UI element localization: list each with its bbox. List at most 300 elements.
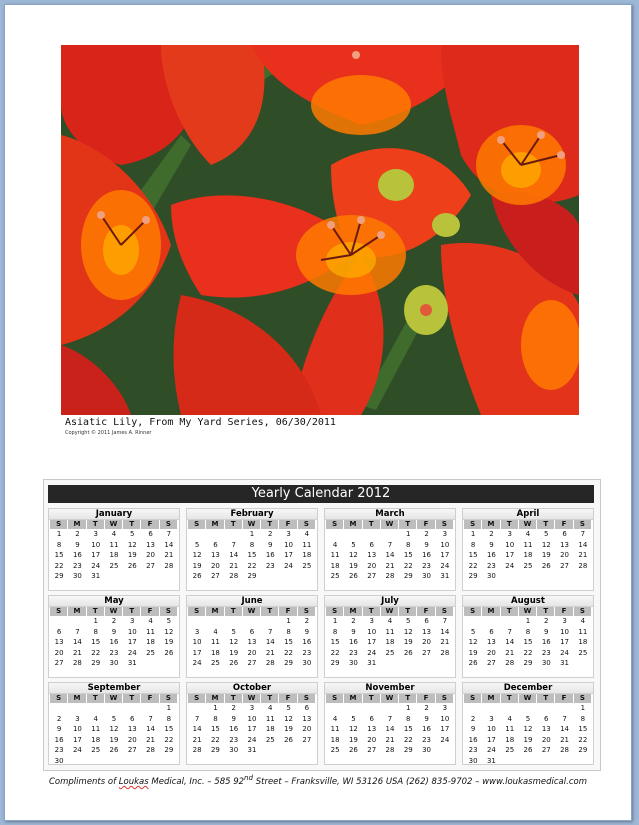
day-header: S <box>50 520 68 529</box>
day-header: T <box>501 607 519 616</box>
day-cell: 14 <box>560 725 570 733</box>
month-name: June <box>187 596 317 607</box>
day-cell: 11 <box>505 725 515 733</box>
day-cell: 26 <box>468 659 478 667</box>
empty-day <box>555 703 573 714</box>
day-cell: 8 <box>166 714 172 723</box>
day-header: T <box>87 694 105 703</box>
day-cell: 30 <box>422 572 432 580</box>
day-cell: 30 <box>72 572 82 580</box>
day-header: F <box>555 520 573 529</box>
day-cell: 23 <box>72 561 82 570</box>
day-cell: 16 <box>229 725 239 733</box>
day-cell: 13 <box>422 627 432 636</box>
day-cell: 1 <box>406 704 411 712</box>
empty-day <box>519 703 537 714</box>
day-cell: 9 <box>470 725 476 733</box>
day-cell: 18 <box>146 638 156 646</box>
day-cell: 12 <box>192 551 202 559</box>
day-cell: 14 <box>578 540 588 549</box>
day-cell: 11 <box>109 540 119 549</box>
day-header: T <box>501 520 519 529</box>
month-name: January <box>49 509 179 520</box>
day-cell: 12 <box>348 725 358 733</box>
day-cell: 3 <box>286 530 291 538</box>
day-cell: 24 <box>91 561 101 570</box>
day-cell: 14 <box>385 725 395 733</box>
day-cell: 23 <box>54 746 64 754</box>
day-cell: 4 <box>268 704 273 712</box>
day-cell: 2 <box>268 530 273 538</box>
empty-day <box>188 529 206 540</box>
day-header: T <box>363 520 381 529</box>
day-cell: 1 <box>166 704 172 712</box>
day-cell: 9 <box>424 540 429 549</box>
day-cell: 6 <box>249 627 255 636</box>
day-cell: 26 <box>284 735 294 744</box>
day-cell: 25 <box>265 735 275 744</box>
day-cell: 2 <box>304 617 310 625</box>
day-cell: 18 <box>91 735 101 744</box>
day-cell: 20 <box>247 648 257 657</box>
day-grid <box>463 607 593 669</box>
day-cell: 20 <box>367 561 377 570</box>
empty-day <box>243 616 261 627</box>
day-cell: 4 <box>525 530 531 538</box>
day-cell: 25 <box>146 648 156 657</box>
day-header: S <box>298 607 316 616</box>
month-october <box>186 682 318 765</box>
day-cell: 3 <box>194 627 200 636</box>
day-cell: 28 <box>229 572 239 580</box>
day-cell: 24 <box>247 735 257 744</box>
day-header: F <box>141 607 159 616</box>
day-header: S <box>188 694 206 703</box>
day-cell: 15 <box>523 638 533 646</box>
empty-day <box>225 529 243 540</box>
day-header: S <box>436 694 454 703</box>
day-cell: 11 <box>330 551 340 559</box>
day-cell: 25 <box>210 659 220 667</box>
day-cell: 14 <box>229 551 239 559</box>
day-cell: 30 <box>302 659 312 667</box>
day-cell: 18 <box>505 735 515 744</box>
day-cell: 7 <box>166 530 172 538</box>
day-cell: 8 <box>93 627 98 636</box>
empty-day <box>188 616 206 627</box>
day-header: T <box>261 694 279 703</box>
day-cell: 17 <box>440 551 450 559</box>
day-cell: 27 <box>486 659 496 667</box>
day-cell: 23 <box>229 735 239 744</box>
day-cell: 13 <box>210 551 220 559</box>
day-cell: 6 <box>148 530 153 538</box>
day-cell: 29 <box>578 746 588 754</box>
day-cell: 24 <box>505 561 515 570</box>
photo-copyright: Copyright © 2011 James A. Rinner <box>65 430 152 436</box>
empty-day <box>326 703 344 714</box>
day-cell: 20 <box>210 561 220 570</box>
day-cell: 7 <box>580 530 586 538</box>
day-cell: 6 <box>304 704 310 712</box>
day-cell: 9 <box>544 627 549 636</box>
day-cell: 25 <box>578 648 588 657</box>
footer <box>5 773 631 787</box>
empty-day <box>50 616 68 627</box>
day-cell: 15 <box>578 725 588 733</box>
day-cell: 12 <box>523 725 533 733</box>
day-cell: 4 <box>304 530 310 538</box>
day-cell: 16 <box>348 638 358 646</box>
day-cell: 15 <box>403 551 413 559</box>
day-header: S <box>464 694 482 703</box>
day-header: M <box>482 694 500 703</box>
day-cell: 9 <box>424 714 429 723</box>
day-cell: 22 <box>403 735 413 744</box>
empty-day <box>482 616 500 627</box>
day-cell: 17 <box>247 725 257 733</box>
day-cell: 1 <box>580 704 586 712</box>
day-cell: 15 <box>91 638 101 646</box>
day-cell: 30 <box>486 572 496 580</box>
day-cell: 17 <box>91 551 101 559</box>
day-cell: 26 <box>109 746 119 754</box>
empty-day <box>68 616 86 627</box>
day-cell: 9 <box>268 540 273 549</box>
day-cell: 2 <box>75 530 80 538</box>
day-cell: 26 <box>127 561 137 570</box>
day-cell: 23 <box>109 648 119 657</box>
empty-day <box>363 529 381 540</box>
day-header: M <box>344 520 362 529</box>
empty-day <box>68 703 86 714</box>
day-cell: 31 <box>440 572 450 580</box>
day-cell: 15 <box>330 638 340 646</box>
day-cell: 5 <box>166 617 172 625</box>
day-cell: 19 <box>523 735 533 744</box>
day-header: S <box>326 607 344 616</box>
day-cell: 18 <box>330 561 340 570</box>
day-cell: 28 <box>146 746 156 754</box>
day-cell: 27 <box>210 572 220 580</box>
day-cell: 9 <box>111 627 117 636</box>
day-cell: 24 <box>486 746 496 754</box>
day-cell: 7 <box>231 540 236 549</box>
day-cell: 26 <box>229 659 239 667</box>
day-cell: 1 <box>406 530 411 538</box>
day-cell: 8 <box>470 540 476 549</box>
day-grid <box>49 520 179 582</box>
day-cell: 9 <box>351 627 356 636</box>
day-grid <box>325 607 455 669</box>
day-cell: 3 <box>489 714 494 723</box>
day-cell: 25 <box>330 572 340 580</box>
day-cell: 5 <box>406 617 411 625</box>
day-cell: 27 <box>560 561 570 570</box>
day-cell: 11 <box>302 540 312 549</box>
day-cell: 2 <box>424 704 429 712</box>
day-cell: 25 <box>505 746 515 754</box>
day-cell: 17 <box>486 735 496 744</box>
day-cell: 14 <box>192 725 202 733</box>
day-header: S <box>326 520 344 529</box>
day-cell: 29 <box>210 746 220 754</box>
day-cell: 31 <box>127 659 137 667</box>
day-cell: 1 <box>249 530 255 538</box>
day-cell: 11 <box>265 714 275 723</box>
empty-day <box>537 703 555 714</box>
day-cell: 12 <box>229 638 239 646</box>
day-cell: 4 <box>580 617 586 625</box>
day-cell: 26 <box>192 572 202 580</box>
day-cell: 18 <box>109 551 119 559</box>
day-header: T <box>537 607 555 616</box>
day-grid <box>463 694 593 766</box>
day-header: T <box>261 520 279 529</box>
day-cell: 3 <box>562 617 567 625</box>
day-header: T <box>123 694 141 703</box>
day-cell: 30 <box>468 756 478 765</box>
day-cell: 4 <box>332 540 338 549</box>
day-grid <box>187 607 317 669</box>
day-header: M <box>482 607 500 616</box>
day-cell: 24 <box>367 648 377 657</box>
day-header: F <box>279 607 297 616</box>
day-cell: 21 <box>385 561 395 570</box>
day-cell: 8 <box>406 540 411 549</box>
month-march <box>324 508 456 591</box>
day-cell: 16 <box>422 551 432 559</box>
day-cell: 21 <box>72 648 82 657</box>
day-header: S <box>298 520 316 529</box>
day-header: T <box>501 694 519 703</box>
day-cell: 16 <box>468 735 478 744</box>
day-grid <box>187 694 317 756</box>
day-cell: 13 <box>486 638 496 646</box>
day-header: M <box>206 607 224 616</box>
empty-day <box>464 616 482 627</box>
day-cell: 8 <box>56 540 62 549</box>
day-cell: 2 <box>424 530 429 538</box>
day-cell: 17 <box>367 638 377 646</box>
day-cell: 10 <box>284 540 294 549</box>
day-header: W <box>243 520 261 529</box>
day-cell: 29 <box>284 659 294 667</box>
day-cell: 22 <box>468 561 478 570</box>
day-header: M <box>68 607 86 616</box>
day-cell: 23 <box>302 648 312 657</box>
day-cell: 3 <box>249 704 255 712</box>
day-header: W <box>519 607 537 616</box>
day-cell: 27 <box>367 746 377 754</box>
day-cell: 28 <box>192 746 202 754</box>
day-cell: 22 <box>247 561 257 570</box>
day-header: S <box>574 607 592 616</box>
empty-day <box>225 616 243 627</box>
day-cell: 6 <box>130 714 135 723</box>
day-header: T <box>261 607 279 616</box>
day-cell: 2 <box>544 617 549 625</box>
day-cell: 21 <box>440 638 450 646</box>
day-cell: 9 <box>56 725 62 733</box>
month-name: November <box>325 683 455 694</box>
day-cell: 16 <box>265 551 275 559</box>
day-cell: 20 <box>302 725 312 733</box>
day-header: S <box>160 694 178 703</box>
month-february <box>186 508 318 591</box>
day-cell: 17 <box>505 551 515 559</box>
day-cell: 1 <box>525 617 531 625</box>
day-header: W <box>243 607 261 616</box>
day-header: F <box>141 694 159 703</box>
day-cell: 16 <box>109 638 119 646</box>
day-cell: 28 <box>578 561 588 570</box>
day-cell: 2 <box>489 530 494 538</box>
day-cell: 17 <box>284 551 294 559</box>
day-cell: 9 <box>75 540 80 549</box>
day-cell: 26 <box>541 561 551 570</box>
day-cell: 15 <box>247 551 257 559</box>
day-cell: 5 <box>194 540 200 549</box>
month-august <box>462 595 594 678</box>
day-cell: 13 <box>127 725 137 733</box>
day-cell: 20 <box>146 551 156 559</box>
day-cell: 19 <box>127 551 137 559</box>
day-cell: 31 <box>91 572 101 580</box>
day-cell: 8 <box>213 714 218 723</box>
day-cell: 30 <box>109 659 119 667</box>
day-cell: 17 <box>127 638 137 646</box>
day-cell: 2 <box>470 714 476 723</box>
day-cell: 24 <box>127 648 137 657</box>
day-cell: 27 <box>367 572 377 580</box>
day-header: F <box>555 694 573 703</box>
day-cell: 24 <box>440 735 450 744</box>
day-cell: 17 <box>440 725 450 733</box>
day-header: S <box>50 607 68 616</box>
day-cell: 3 <box>442 704 448 712</box>
day-cell: 29 <box>468 572 478 580</box>
day-cell: 5 <box>130 530 135 538</box>
month-may <box>48 595 180 678</box>
empty-day <box>464 703 482 714</box>
day-grid <box>49 694 179 766</box>
day-header: S <box>574 520 592 529</box>
day-header: M <box>206 694 224 703</box>
empty-day <box>50 703 68 714</box>
day-cell: 6 <box>369 540 374 549</box>
day-cell: 16 <box>54 735 64 744</box>
day-cell: 15 <box>54 551 64 559</box>
day-header: F <box>417 520 435 529</box>
day-cell: 30 <box>541 659 551 667</box>
day-cell: 13 <box>367 725 377 733</box>
day-cell: 21 <box>229 561 239 570</box>
month-name: August <box>463 596 593 607</box>
empty-day <box>326 529 344 540</box>
day-cell: 4 <box>213 627 218 636</box>
day-cell: 29 <box>330 659 340 667</box>
footer-address-start: Medical, Inc. – 585 92 <box>148 776 245 787</box>
day-grid <box>463 520 593 582</box>
month-december <box>462 682 594 765</box>
day-cell: 22 <box>164 735 174 744</box>
day-header: S <box>464 607 482 616</box>
day-cell: 19 <box>348 561 358 570</box>
day-cell: 11 <box>210 638 220 646</box>
day-cell: 24 <box>440 561 450 570</box>
month-name: April <box>463 509 593 520</box>
day-header: S <box>326 694 344 703</box>
day-cell: 14 <box>265 638 275 646</box>
day-cell: 22 <box>210 735 220 744</box>
day-cell: 18 <box>385 638 395 646</box>
day-grid <box>325 520 455 582</box>
empty-day <box>363 703 381 714</box>
day-cell: 15 <box>210 725 220 733</box>
day-cell: 23 <box>422 735 432 744</box>
day-cell: 30 <box>229 746 239 754</box>
day-cell: 10 <box>247 714 257 723</box>
day-header: T <box>537 520 555 529</box>
day-cell: 6 <box>544 714 549 723</box>
day-cell: 11 <box>385 627 395 636</box>
day-header: M <box>344 607 362 616</box>
day-cell: 1 <box>213 704 218 712</box>
day-cell: 28 <box>385 572 395 580</box>
day-header: S <box>298 694 316 703</box>
day-cell: 20 <box>367 735 377 744</box>
day-cell: 11 <box>523 540 533 549</box>
day-cell: 28 <box>440 648 450 657</box>
month-june <box>186 595 318 678</box>
day-cell: 7 <box>268 627 273 636</box>
day-cell: 29 <box>164 746 174 754</box>
day-cell: 13 <box>54 638 64 646</box>
day-cell: 17 <box>560 638 570 646</box>
day-cell: 27 <box>302 735 312 744</box>
empty-day <box>141 703 159 714</box>
day-header: F <box>141 520 159 529</box>
empty-day <box>344 703 362 714</box>
day-cell: 10 <box>440 714 450 723</box>
day-cell: 11 <box>330 725 340 733</box>
day-header: S <box>160 520 178 529</box>
day-header: S <box>436 520 454 529</box>
day-header: W <box>381 607 399 616</box>
day-cell: 3 <box>93 530 98 538</box>
day-grid <box>187 520 317 582</box>
day-cell: 3 <box>442 530 448 538</box>
day-cell: 16 <box>72 551 82 559</box>
day-cell: 22 <box>91 648 101 657</box>
day-header: T <box>123 520 141 529</box>
day-header: M <box>206 520 224 529</box>
day-cell: 2 <box>56 714 62 723</box>
day-header: T <box>363 694 381 703</box>
day-cell: 13 <box>302 714 312 723</box>
day-header: F <box>279 520 297 529</box>
day-cell: 14 <box>72 638 82 646</box>
lily-photo <box>61 45 579 415</box>
day-cell: 14 <box>440 627 450 636</box>
day-cell: 5 <box>525 714 531 723</box>
day-cell: 27 <box>54 659 64 667</box>
empty-day <box>261 616 279 627</box>
month-april <box>462 508 594 591</box>
day-cell: 21 <box>164 551 174 559</box>
day-header: S <box>160 607 178 616</box>
